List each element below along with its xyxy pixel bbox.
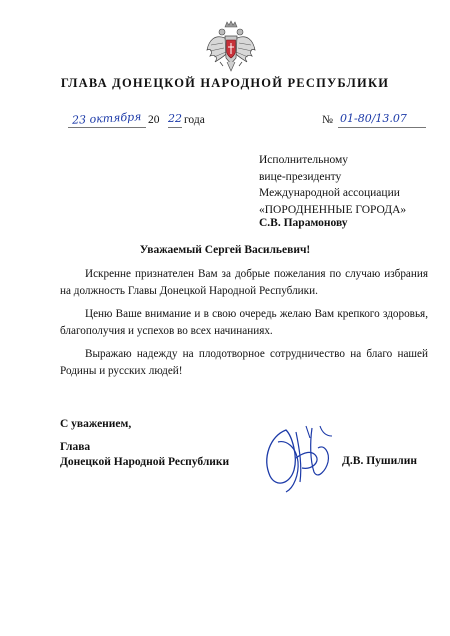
document-number	[322, 112, 432, 132]
handwritten-year: 22	[168, 112, 182, 125]
letter-body	[60, 266, 428, 386]
page-title: ГЛАВА ДОНЕЦКОЙ НАРОДНОЙ РЕСПУБЛИКИ	[60, 76, 390, 90]
signatory-title-line: Донецкой Народной Республики	[60, 456, 230, 468]
coat-of-arms-icon	[203, 18, 259, 74]
addressee-line: Исполнительному	[259, 154, 349, 166]
signatory-title	[60, 440, 229, 470]
year-prefix: 20	[148, 114, 160, 126]
year-word: года	[184, 114, 205, 126]
addressee-line: вице-президенту	[259, 170, 342, 183]
addressee-line: «ПОРОДНЕННЫЕ ГОРОДА»	[259, 203, 407, 216]
salutation: Уважаемый Сергей Васильевич!	[139, 244, 311, 256]
body-paragraph: Ценю Ваше внимание и в свою очередь желаю Вам крепкого здоровья, благополучия и успехов во всех начинаниях.	[60, 308, 428, 337]
handwritten-number: 01-80/13.07	[340, 112, 407, 125]
number-sign: №	[322, 114, 333, 126]
signatory-title-line: Глава	[60, 441, 91, 453]
number-underline	[338, 127, 426, 128]
body-paragraph: Искренне признателен Вам за добрые пожелания по случаю избрания на должность Главы Донецкой Народной Республики.	[60, 268, 428, 297]
date-underline	[68, 127, 146, 128]
addressee-line: Международной ассоциации	[259, 187, 400, 199]
body-paragraph: Выражаю надежду на плодотворное сотрудничество на благо нашей Родины и русских людей!	[60, 348, 428, 377]
handwritten-date: 23 октября	[71, 110, 142, 127]
signatory-name: Д.В. Пушилин	[342, 455, 417, 467]
addressee-name: С.В. Парамонову	[259, 217, 348, 229]
signature-icon	[256, 422, 338, 496]
closing-phrase: С уважением,	[60, 418, 132, 430]
document-date	[68, 112, 228, 132]
year-underline	[168, 127, 182, 128]
addressee-block	[259, 152, 406, 218]
